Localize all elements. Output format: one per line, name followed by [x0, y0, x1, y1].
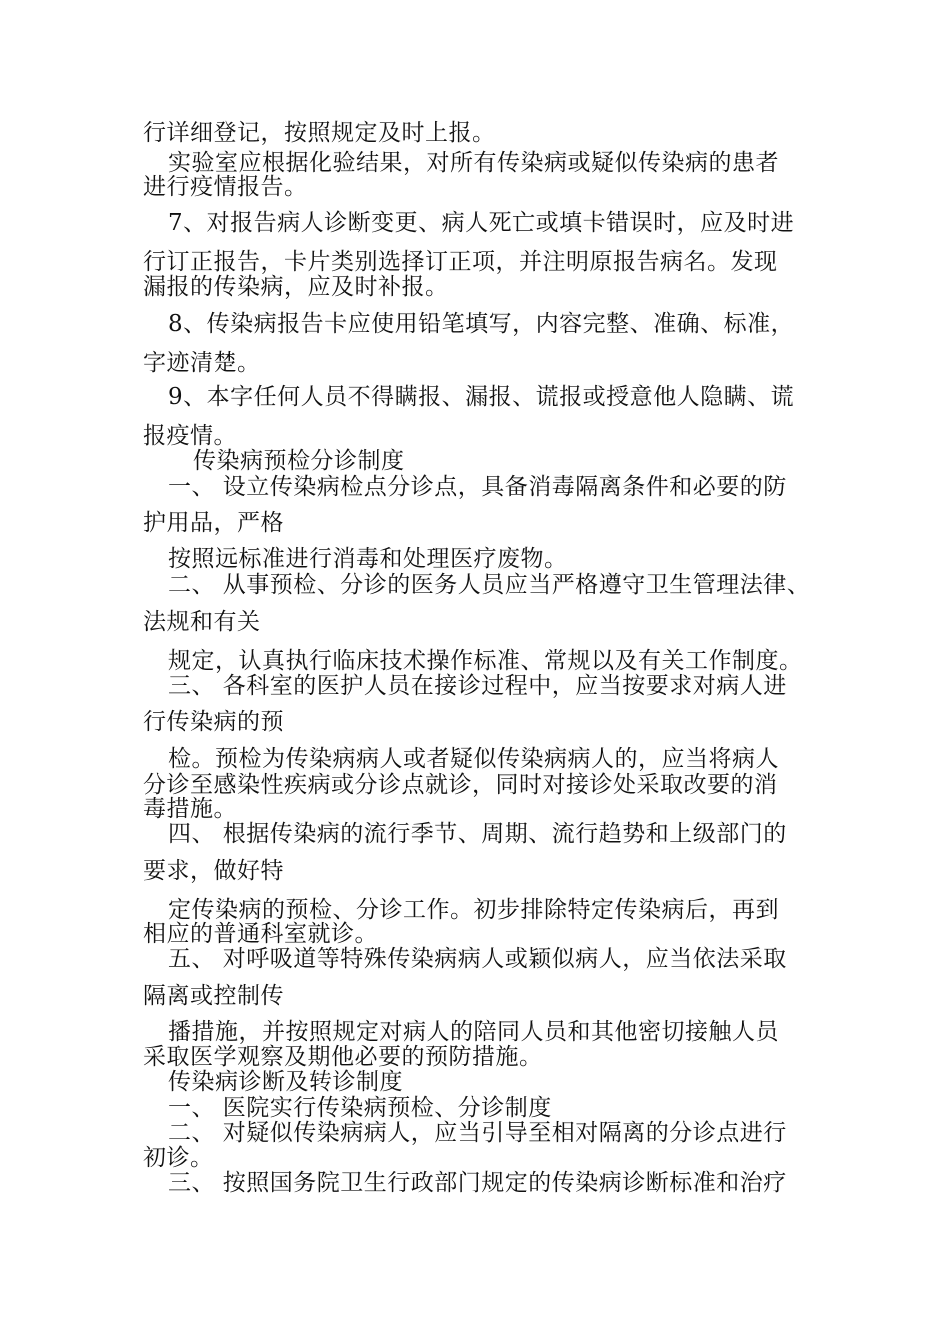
- text-line: 行订正报告，卡片类别选择订正项，并注明原报告病名。发现: [143, 249, 778, 275]
- text-line: 进行疫情报告。: [143, 174, 308, 200]
- text-line: 法规和有关: [143, 609, 261, 635]
- text-line: 播措施，并按照规定对病人的陪同人员和其他密切接触人员: [168, 1019, 779, 1045]
- text-line: 7、对报告病人诊断变更、病人死亡或填卡错误时，应及时进: [168, 210, 795, 236]
- text-line: 规定，认真执行临床技术操作标准、常规以及有关工作制度。: [168, 648, 803, 674]
- text-line: 相应的普通科室就诊。: [143, 921, 378, 947]
- text-line: 字迹清楚。: [143, 350, 261, 376]
- section-heading: 传染病诊断及转诊制度: [168, 1069, 403, 1095]
- text-line: 报疫情。: [143, 423, 237, 449]
- text-line: 一、 医院实行传染病预检、分诊制度: [168, 1095, 552, 1121]
- text-line: 隔离或控制传: [143, 983, 284, 1009]
- text-line: 采取医学观察及期他必要的预防措施。: [143, 1044, 543, 1070]
- text-line: 五、 对呼吸道等特殊传染病病人或颖似病人，应当依法采取: [168, 946, 787, 972]
- text-line: 四、 根据传染病的流行季节、周期、流行趋势和上级部门的: [168, 821, 787, 847]
- text-line: 二、 对疑似传染病病人，应当引导至相对隔离的分诊点进行: [168, 1120, 787, 1146]
- text-line: 三、 按照国务院卫生行政部门规定的传染病诊断标准和治疗: [168, 1170, 787, 1196]
- text-line: 要求，做好特: [143, 858, 284, 884]
- text-line: 9、本字任何人员不得瞒报、漏报、谎报或授意他人隐瞒、谎: [168, 384, 795, 410]
- text-line: 三、 各科室的医护人员在接诊过程中，应当按要求对病人进: [168, 673, 787, 699]
- text-line: 毒措施。: [143, 796, 237, 822]
- text-line: 按照远标准进行消毒和处理医疗废物。: [168, 546, 568, 572]
- text-line: 实验室应根据化验结果，对所有传染病或疑似传染病的患者: [168, 150, 779, 176]
- text-line: 分诊至感染性疾病或分诊点就诊，同时对接诊处采取改要的消: [143, 772, 778, 798]
- text-line: 行详细登记，按照规定及时上报。: [143, 120, 496, 146]
- text-line: 护用品，严格: [143, 510, 284, 536]
- section-heading: 传染病预检分诊制度: [193, 448, 405, 474]
- text-line: 定传染病的预检、分诊工作。初步排除特定传染病后，再到: [168, 897, 779, 923]
- text-line: 漏报的传染病，应及时补报。: [143, 274, 449, 300]
- text-line: 检。预检为传染病病人或者疑似传染病病人的，应当将病人: [168, 746, 779, 772]
- text-line: 行传染病的预: [143, 709, 284, 735]
- text-line: 8、传染病报告卡应使用铅笔填写，内容完整、准确、标准，: [168, 311, 795, 337]
- text-line: 一、 设立传染病检点分诊点，具备消毒隔离条件和必要的防: [168, 474, 787, 500]
- text-line: 二、 从事预检、分诊的医务人员应当严格遵守卫生管理法律、: [168, 572, 811, 598]
- text-line: 初诊。: [143, 1145, 214, 1171]
